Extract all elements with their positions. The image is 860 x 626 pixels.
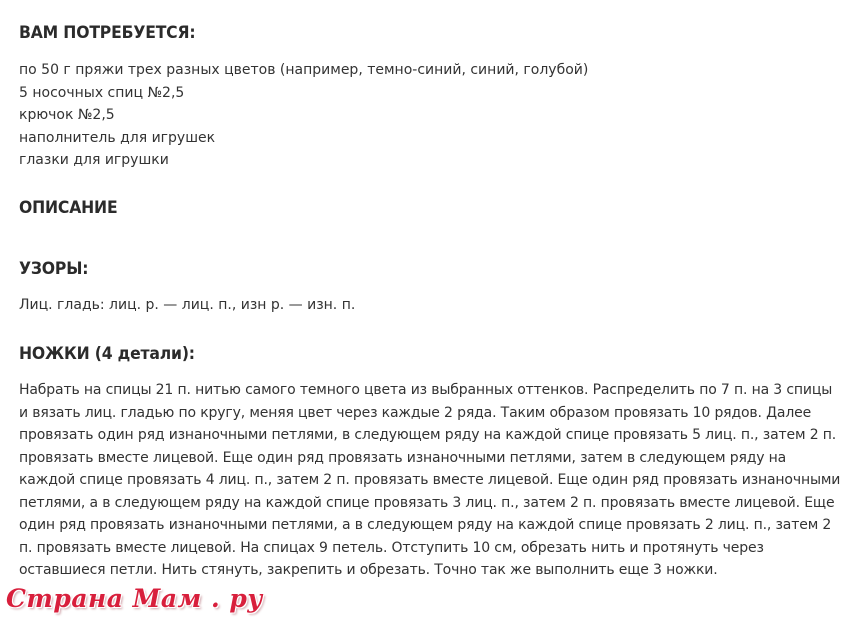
legs-instructions: Набрать на спицы 21 п. нитью самого темного цвета из выбранных оттенков. Распределить по 7 п. на 3 спицы и вязать лиц. гладью по кругу, меняя цвет через каждые 2 ряда. Таким образом провязать 10 рядов. Далее провязать один ряд изнаночными петлями, в следующем ряду на каждой спице провязать 5 лиц. п., затем 2 п. провязать вместе лицевой. Еще один ряд провязать изнаночными петлями, затем в следующем ряду на каждой спице провязать 4 лиц. п., затем 2 п. провязать вместе лицевой. Еще один ряд провязать изнаночными петлями, а в следующем ряду на каждой спице провязать 3 лиц. п., затем 2 п. провязать вместе лицевой. Еще один ряд провязать изнаночными петлями, а в следующем ряду на каждой спице провязать 2 лиц. п., затем 2 п. провязать вместе лицевой. На спицах 9 петель. Отступить 10 см, обрезать нить и протянуть через оставшиеся петли. Нить стянуть, закрепить и обрезать. Точно так же выполнить еще 3 ножки. [19,382,841,578]
materials-item-needles: 5 носочных спиц №2,5 [19,84,185,101]
patterns-heading: УЗОРЫ: [19,259,89,279]
materials-item-eyes: глазки для игрушки [19,152,169,168]
materials-item-stuffing: наполнитель для игрушек [19,129,216,146]
materials-list [19,59,588,172]
materials-item-yarn: по 50 г пряжи трех разных цветов (например, темно-синий, синий, голубой) [19,62,589,78]
site-watermark-logo: Страна Мам . ру [6,584,263,613]
legs-heading: НОЖКИ (4 детали): [19,344,195,364]
materials-heading: ВАМ ПОТРЕБУЕТСЯ: [19,23,196,43]
patterns-text: Лиц. гладь: лиц. р. — лиц. п., изн р. — изн. п. [19,297,356,313]
description-heading: ОПИСАНИЕ [19,198,118,218]
materials-item-hook: крючок №2,5 [19,107,115,123]
